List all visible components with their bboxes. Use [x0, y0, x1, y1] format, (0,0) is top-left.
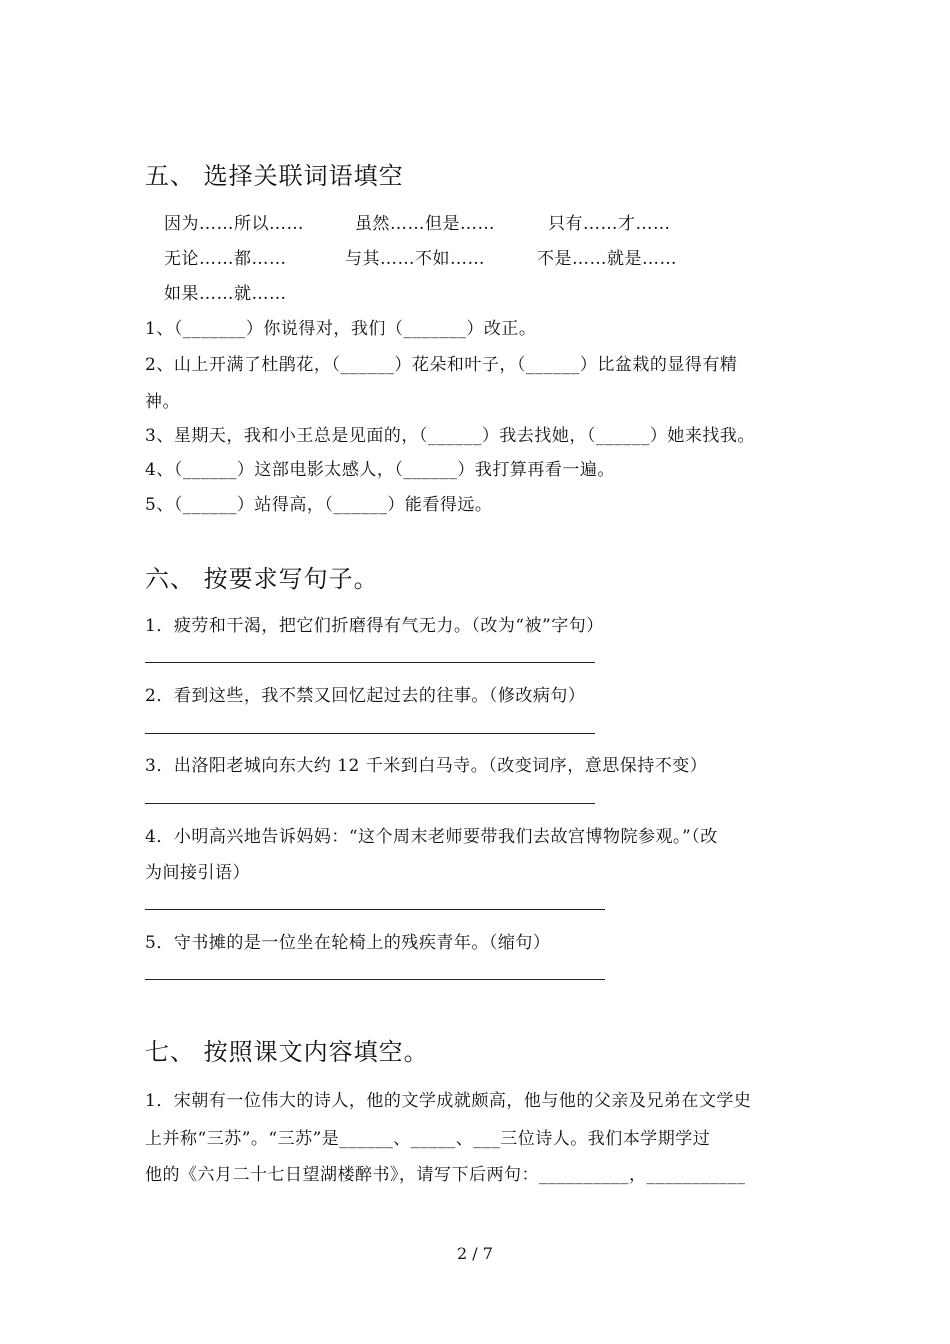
section5-heading: 五、 选择关联词语填空 [145, 162, 404, 190]
s7-line-1: 1．宋朝有一位伟大的诗人，他的文学成就颇高，他与他的父亲及兄弟在文学史 [145, 1091, 752, 1111]
option-2: 虽然……但是…… [355, 214, 495, 234]
s6-question-4-cont: 为间接引语） [145, 863, 250, 883]
option-3: 只有……才…… [548, 214, 671, 234]
answer-line[interactable] [145, 733, 595, 734]
option-6: 不是……就是…… [537, 249, 677, 269]
s5-question-1: 1、（_______）你说得对，我们（_______）改正。 [145, 319, 537, 339]
s6-question-4: 4．小明高兴地告诉妈妈：“这个周末老师要带我们去故宫博物院参观。”（改 [145, 827, 718, 847]
option-1: 因为……所以…… [164, 214, 304, 234]
s6-question-5: 5．守书摊的是一位坐在轮椅上的残疾青年。（缩句） [145, 933, 551, 953]
s6-question-1: 1．疲劳和干渴，把它们折磨得有气无力。（改为“被”字句） [145, 616, 604, 636]
s5-question-2-cont: 神。 [145, 392, 180, 412]
s5-question-4: 4、（______）这部电影太感人，（______）我打算再看一遍。 [145, 460, 615, 480]
s5-question-3: 3、星期天，我和小王总是见面的，（______）我去找她，（______）她来找我。 [145, 426, 755, 446]
s6-question-3: 3．出洛阳老城向东大约 12 千米到白马寺。（改变词序，意思保持不变） [145, 756, 708, 776]
s5-question-2: 2、山上开满了杜鹃花，（______）花朵和叶子，（______）比盆栽的显得有精 [145, 355, 738, 375]
page-number: 2 / 7 [457, 1244, 493, 1263]
s7-line-3: 他的《六月二十七日望湖楼醉书》，请写下后两句：__________，___________ [145, 1165, 746, 1185]
s5-question-5: 5、（______）站得高，（______）能看得远。 [145, 495, 493, 515]
answer-line[interactable] [145, 979, 605, 980]
option-4: 无论……都…… [164, 249, 287, 269]
option-7: 如果……就…… [164, 284, 287, 304]
s7-line-2: 上并称“三苏”。“三苏”是______、_____、___三位诗人。我们本学期学过 [145, 1129, 711, 1149]
s6-question-2: 2．看到这些，我不禁又回忆起过去的往事。（修改病句） [145, 686, 586, 706]
section7-heading: 七、 按照课文内容填空。 [145, 1038, 429, 1066]
answer-line[interactable] [145, 803, 595, 804]
section6-heading: 六、 按要求写句子。 [145, 565, 379, 593]
answer-line[interactable] [145, 909, 605, 910]
option-5: 与其……不如…… [345, 249, 485, 269]
answer-line[interactable] [145, 662, 595, 663]
